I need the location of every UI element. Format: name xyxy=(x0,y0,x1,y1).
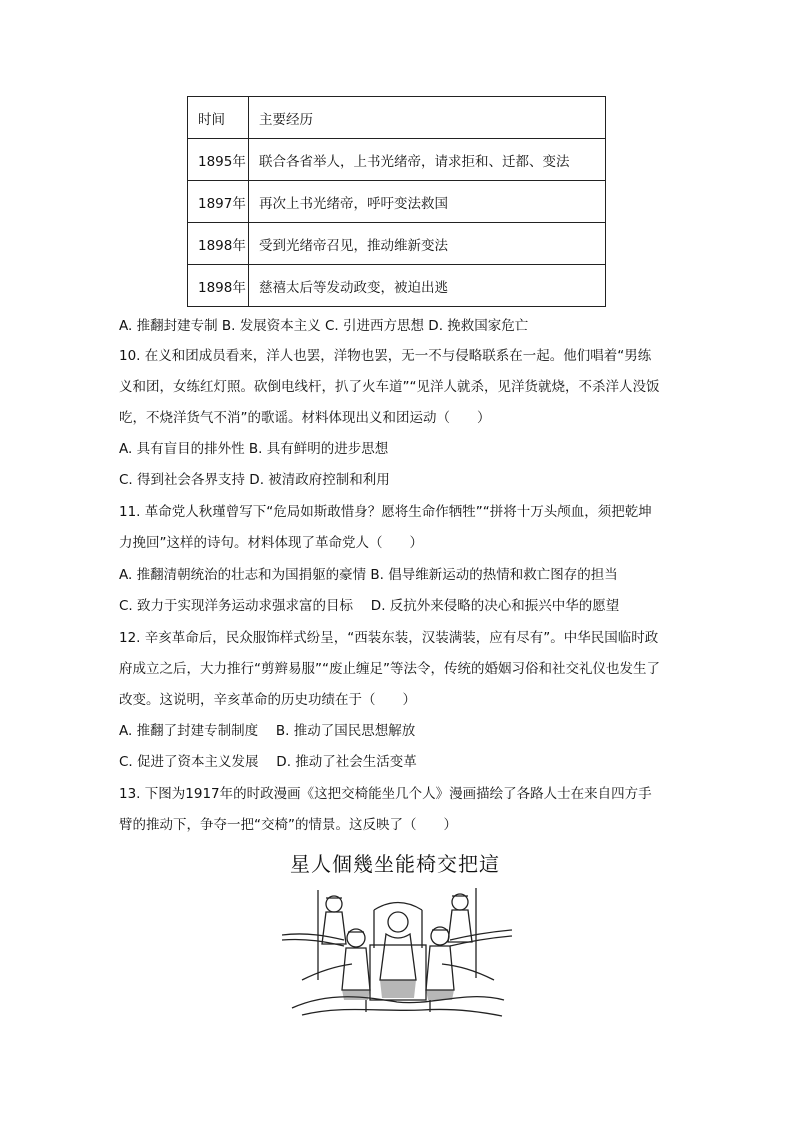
cartoon-caption: 星人個幾坐能椅交把這 xyxy=(290,852,500,876)
table-cell-event: 再次上书光绪帝，呼吁变法救国 xyxy=(249,181,606,223)
table-cell-year: 1898年 xyxy=(188,265,249,307)
political-cartoon xyxy=(282,840,512,1020)
q11-stem-line: 11. 革命党人秋瑾曾写下“危局如斯敢惜身？愿将生命作牺牲”“拼将十万头颅血，须把乾坤 xyxy=(119,504,652,520)
q13-stem-line: 臂的推动下，争夺一把“交椅”的情景。这反映了（ ） xyxy=(119,817,457,833)
cartoon-drawing xyxy=(282,840,512,1020)
q12-stem-line: 府成立之后，大力推行“剪辫易服”“废止缠足”等法令，传统的婚姻习俗和社交礼仪也发生了 xyxy=(119,661,660,677)
table-cell-year: 1895年 xyxy=(188,139,249,181)
q11-options-ab: A. 推翻清朝统治的壮志和为国捐躯的豪情 B. 倡导维新运动的热情和救亡图存的担当 xyxy=(119,567,618,583)
table-row xyxy=(188,139,606,181)
q9-options: A. 推翻封建专制 B. 发展资本主义 C. 引进西方思想 D. 挽救国家危亡 xyxy=(119,318,529,334)
table-cell-year: 1897年 xyxy=(188,181,249,223)
table-row xyxy=(188,181,606,223)
table-row xyxy=(188,265,606,307)
q11-options-cd: C. 致力于实现洋务运动求强求富的目标 D. 反抗外来侵略的决心和振兴中华的愿望 xyxy=(119,598,620,614)
q11-stem-line: 力挽回”这样的诗句。材料体现了革命党人（ ） xyxy=(119,535,423,551)
table-row xyxy=(188,223,606,265)
q10-options-ab: A. 具有盲目的排外性 B. 具有鲜明的进步思想 xyxy=(119,441,389,457)
q12-stem-line: 12. 辛亥革命后，民众服饰样式纷呈，“西装东装，汉装满装，应有尽有”。中华民国临时政 xyxy=(119,630,659,646)
timeline-table xyxy=(187,96,606,307)
q12-options-cd: C. 促进了资本主义发展 D. 推动了社会生活变革 xyxy=(119,754,417,770)
table-cell-event: 慈禧太后等发动政变，被迫出逃 xyxy=(249,265,606,307)
table-header-row xyxy=(188,97,606,139)
q12-options-ab: A. 推翻了封建专制制度 B. 推动了国民思想解放 xyxy=(119,723,416,739)
table-cell-year: 1898年 xyxy=(188,223,249,265)
q12-stem-line: 改变。这说明，辛亥革命的历史功绩在于（ ） xyxy=(119,692,416,708)
table-cell-event: 受到光绪帝召见，推动维新变法 xyxy=(249,223,606,265)
q10-stem-line: 10. 在义和团成员看来，洋人也罢，洋物也罢，无一不与侵略联系在一起。他们唱着“男练 xyxy=(119,348,652,364)
q10-options-cd: C. 得到社会各界支持 D. 被清政府控制和利用 xyxy=(119,472,390,488)
q10-stem-line: 吃，不烧洋货气不消”的歌谣。材料体现出义和团运动（ ） xyxy=(119,410,491,426)
table-cell-event: 联合各省举人，上书光绪帝，请求拒和、迁都、变法 xyxy=(249,139,606,181)
table-header-cell: 时间 xyxy=(188,97,249,139)
table-header-cell: 主要经历 xyxy=(249,97,606,139)
q10-stem-line: 义和团，女练红灯照。砍倒电线杆，扒了火车道”“见洋人就杀，见洋货就烧，不杀洋人没饭 xyxy=(119,379,660,395)
q13-stem-line: 13. 下图为1917年的时政漫画《这把交椅能坐几个人》漫画描绘了各路人士在来自四方手 xyxy=(119,786,652,802)
